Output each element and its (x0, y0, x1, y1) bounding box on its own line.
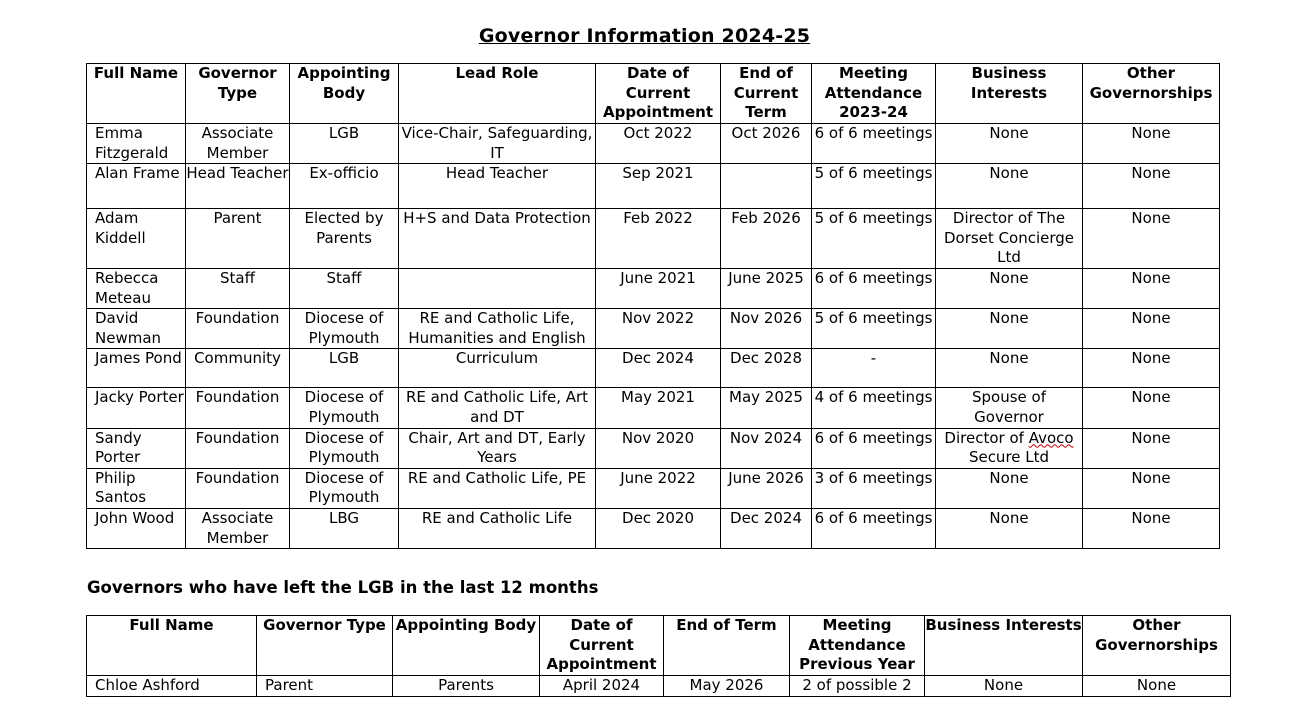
cell-appointing-body: Diocese of Plymouth (290, 309, 399, 349)
cell-date-appointment: May 2021 (596, 388, 721, 428)
cell-date-appointment: Feb 2022 (596, 209, 721, 269)
cell-date-appointment: June 2022 (596, 468, 721, 508)
cell-other-governorships: None (1083, 164, 1220, 209)
cell-lead-role: Chair, Art and DT, Early Years (399, 428, 596, 468)
col-header-business-interests: Business Interests (936, 64, 1083, 124)
cell-governor-type: Parent (186, 209, 290, 269)
cell-appointing-body: Ex-officio (290, 164, 399, 209)
cell-end-term: Oct 2026 (721, 124, 812, 164)
cell-full-name: Jacky Porter (87, 388, 186, 428)
cell-lead-role: Vice-Chair, Safeguarding, IT (399, 124, 596, 164)
cell-attendance: 6 of 6 meetings (812, 268, 936, 308)
table-row (87, 428, 1220, 468)
cell-business-interests: Spouse of Governor (936, 388, 1083, 428)
cell-other-governorships: None (1083, 388, 1220, 428)
cell-lead-role (399, 268, 596, 308)
table-row (87, 468, 1220, 508)
cell-governor-type: Foundation (186, 468, 290, 508)
col-header-attendance: Meeting Attendance 2023-24 (812, 64, 936, 124)
cell-date-appointment: June 2021 (596, 268, 721, 308)
cell-date-appointment: Nov 2020 (596, 428, 721, 468)
cell-end-term: June 2026 (721, 468, 812, 508)
cell-full-name: Alan Frame (87, 164, 186, 209)
cell-other-governorships: None (1083, 209, 1220, 269)
cell-full-name: Philip Santos (87, 468, 186, 508)
cell-appointing-body: Elected by Parents (290, 209, 399, 269)
cell-other-governorships: None (1083, 508, 1220, 548)
cell-lead-role: RE and Catholic Life, Humanities and English (399, 309, 596, 349)
cell-end-term: Nov 2026 (721, 309, 812, 349)
cell-business-interests: Director of The Dorset Concierge Ltd (936, 209, 1083, 269)
cell-appointing-body: LGB (290, 349, 399, 388)
cell-lead-role: Curriculum (399, 349, 596, 388)
cell-governor-type: Staff (186, 268, 290, 308)
cell-appointing-body: Diocese of Plymouth (290, 388, 399, 428)
col-header-date-appointment: Date of Current Appointment (540, 616, 664, 676)
table-row (87, 309, 1220, 349)
cell-full-name: Emma Fitzgerald (87, 124, 186, 164)
cell-governor-type: Associate Member (186, 508, 290, 548)
cell-other-governorships: None (1083, 268, 1220, 308)
col-header-full-name: Full Name (87, 616, 257, 676)
cell-end-term: Feb 2026 (721, 209, 812, 269)
cell-end-term: Dec 2024 (721, 508, 812, 548)
cell-lead-role: H+S and Data Protection (399, 209, 596, 269)
cell-full-name: Rebecca Meteau (87, 268, 186, 308)
left-governors-heading: Governors who have left the LGB in the last 12 months (87, 578, 599, 597)
cell-business-interests: None (936, 309, 1083, 349)
cell-end-term (721, 164, 812, 209)
cell-governor-type: Parent (257, 676, 393, 697)
cell-business-interests: None (936, 268, 1083, 308)
cell-business-interests: None (936, 124, 1083, 164)
cell-appointing-body: LGB (290, 124, 399, 164)
col-header-lead-role: Lead Role (399, 64, 596, 124)
cell-appointing-body: Diocese of Plymouth (290, 428, 399, 468)
table-row (87, 209, 1220, 269)
cell-full-name: Adam Kiddell (87, 209, 186, 269)
col-header-date-appointment: Date of Current Appointment (596, 64, 721, 124)
cell-end-term: Dec 2028 (721, 349, 812, 388)
cell-business-interests: None (936, 508, 1083, 548)
cell-attendance: 4 of 6 meetings (812, 388, 936, 428)
cell-attendance: 6 of 6 meetings (812, 124, 936, 164)
table-row (87, 124, 1220, 164)
cell-other-governorships: None (1083, 428, 1220, 468)
col-header-attendance: Meeting Attendance Previous Year (790, 616, 925, 676)
cell-attendance: 5 of 6 meetings (812, 209, 936, 269)
cell-business-interests: None (936, 164, 1083, 209)
cell-business-interests: None (925, 676, 1083, 697)
cell-end-term: May 2025 (721, 388, 812, 428)
cell-other-governorships: None (1083, 468, 1220, 508)
col-header-business-interests: Business Interests (925, 616, 1083, 676)
cell-appointing-body: Staff (290, 268, 399, 308)
cell-attendance: 2 of possible 2 (790, 676, 925, 697)
col-header-other-governorships: Other Governorships (1083, 616, 1231, 676)
col-header-other-governorships: Other Governorships (1083, 64, 1220, 124)
cell-full-name: David Newman (87, 309, 186, 349)
cell-date-appointment: Dec 2024 (596, 349, 721, 388)
cell-full-name: Chloe Ashford (87, 676, 257, 697)
cell-date-appointment: Dec 2020 (596, 508, 721, 548)
cell-date-appointment: April 2024 (540, 676, 664, 697)
cell-date-appointment: Oct 2022 (596, 124, 721, 164)
cell-governor-type: Foundation (186, 428, 290, 468)
table-row (87, 164, 1220, 209)
col-header-end-term: End of Term (664, 616, 790, 676)
col-header-end-term: End of Current Term (721, 64, 812, 124)
cell-lead-role: RE and Catholic Life, PE (399, 468, 596, 508)
table-row (87, 268, 1220, 308)
cell-appointing-body: Parents (393, 676, 540, 697)
cell-attendance: 5 of 6 meetings (812, 309, 936, 349)
cell-attendance: 5 of 6 meetings (812, 164, 936, 209)
cell-attendance: 6 of 6 meetings (812, 428, 936, 468)
col-header-governor-type: Governor Type (186, 64, 290, 124)
cell-date-appointment: Sep 2021 (596, 164, 721, 209)
cell-governor-type: Foundation (186, 388, 290, 428)
cell-attendance: 3 of 6 meetings (812, 468, 936, 508)
cell-governor-type: Head Teacher (186, 164, 290, 209)
col-header-appointing-body: Appointing Body (393, 616, 540, 676)
cell-full-name: Sandy Porter (87, 428, 186, 468)
cell-end-term: June 2025 (721, 268, 812, 308)
cell-governor-type: Foundation (186, 309, 290, 349)
current-header-row (87, 64, 1220, 124)
cell-other-governorships: None (1083, 676, 1231, 697)
cell-date-appointment: Nov 2022 (596, 309, 721, 349)
table-row (87, 349, 1220, 388)
cell-lead-role: RE and Catholic Life (399, 508, 596, 548)
cell-end-term: Nov 2024 (721, 428, 812, 468)
table-row (87, 676, 1231, 697)
cell-appointing-body: Diocese of Plymouth (290, 468, 399, 508)
cell-other-governorships: None (1083, 349, 1220, 388)
cell-attendance: - (812, 349, 936, 388)
col-header-governor-type: Governor Type (257, 616, 393, 676)
cell-other-governorships: None (1083, 124, 1220, 164)
left-header-row (87, 616, 1231, 676)
cell-lead-role: RE and Catholic Life, Art and DT (399, 388, 596, 428)
cell-appointing-body: LBG (290, 508, 399, 548)
cell-governor-type: Community (186, 349, 290, 388)
cell-full-name: John Wood (87, 508, 186, 548)
cell-business-interests: Director of Avoco Secure Ltd (936, 428, 1083, 468)
current-governors-table (86, 63, 1220, 549)
cell-lead-role: Head Teacher (399, 164, 596, 209)
cell-governor-type: Associate Member (186, 124, 290, 164)
col-header-full-name: Full Name (87, 64, 186, 124)
cell-full-name: James Pond (87, 349, 186, 388)
table-row (87, 508, 1220, 548)
cell-business-interests: None (936, 349, 1083, 388)
page-title: Governor Information 2024-25 (478, 25, 811, 47)
table-row (87, 388, 1220, 428)
left-governors-table (86, 615, 1231, 697)
cell-other-governorships: None (1083, 309, 1220, 349)
spellcheck-underline: Avoco (1028, 428, 1074, 447)
col-header-appointing-body: Appointing Body (290, 64, 399, 124)
cell-business-interests: None (936, 468, 1083, 508)
cell-attendance: 6 of 6 meetings (812, 508, 936, 548)
cell-end-term: May 2026 (664, 676, 790, 697)
